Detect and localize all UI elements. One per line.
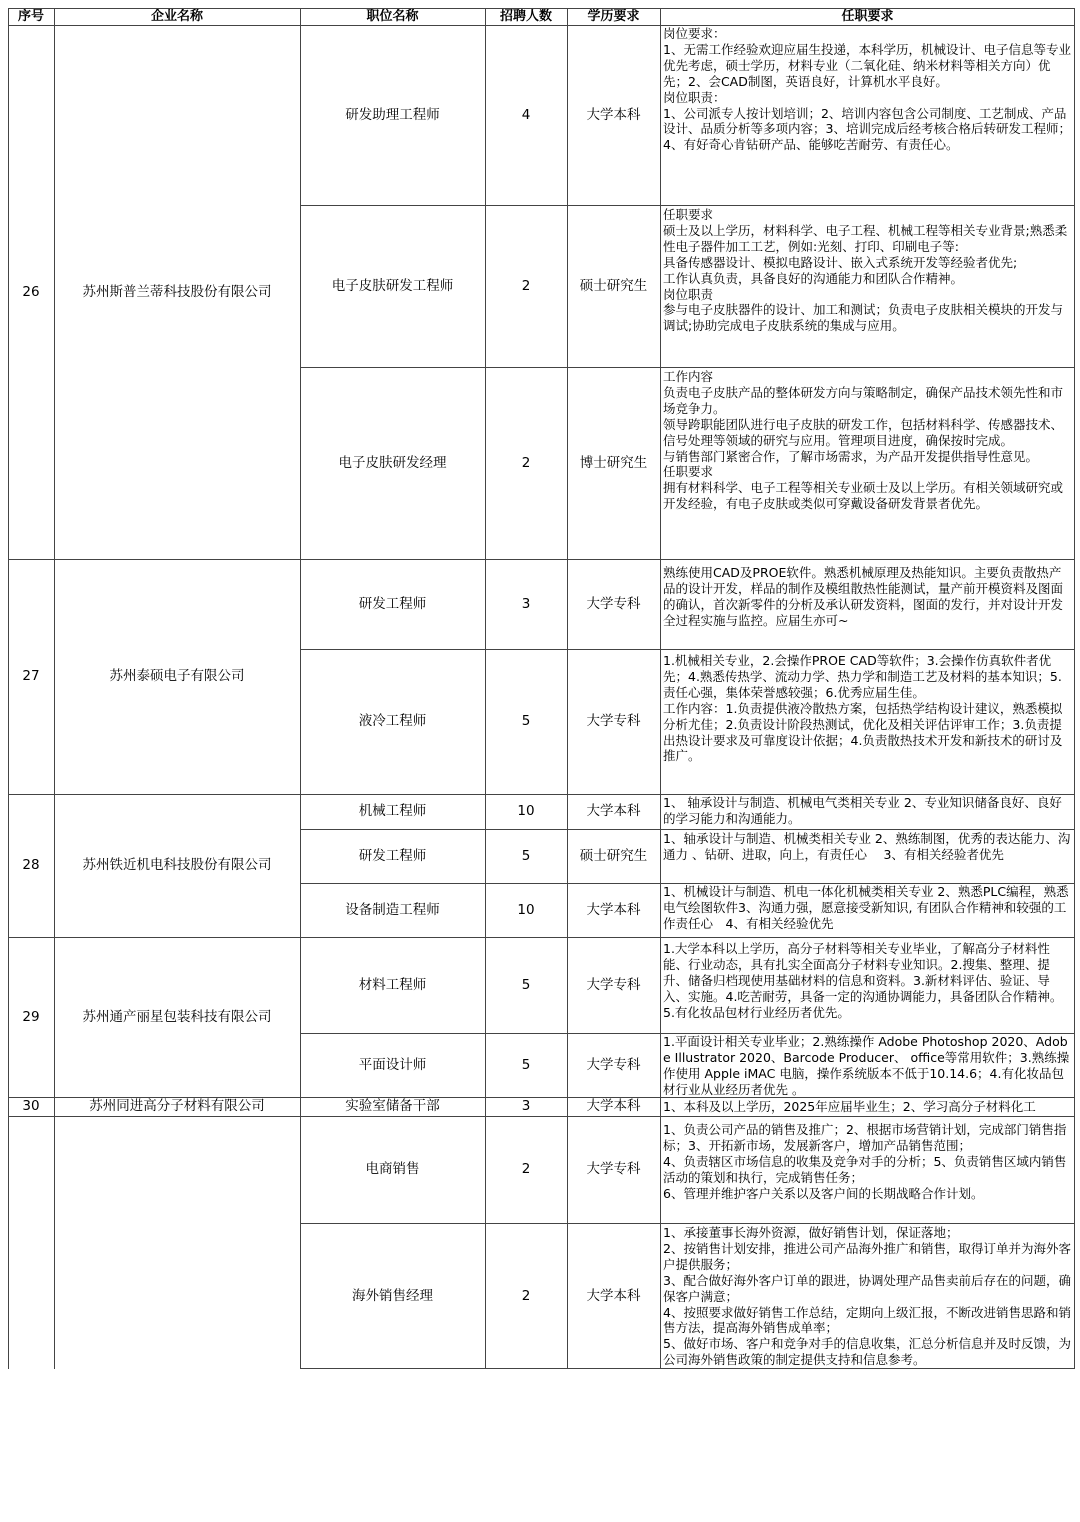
- job-education: 硕士研究生: [579, 277, 648, 294]
- grid-line: [300, 883, 1075, 884]
- job-education: 大学专科: [586, 713, 641, 729]
- requirement-line: 领导跨职能团队进行电子皮肤的研发工作，包括材料科学、传感器技术、信号处理等领域的研究与应用。管理项目进度，确保按时完成。: [663, 416, 1064, 448]
- company-seq: 29: [22, 1008, 40, 1025]
- requirement-line: 工作内容: [663, 369, 714, 384]
- company-seq: 26: [22, 283, 40, 300]
- grid-line: [8, 559, 1075, 560]
- job-education: 大学专科: [586, 976, 641, 993]
- job-title: 海外销售经理: [352, 1287, 433, 1304]
- job-count: 3: [521, 595, 531, 612]
- job-education: 大学专科: [586, 1161, 641, 1177]
- job-title: 平面设计师: [358, 1056, 427, 1073]
- requirement-line: 2、按销售计划安排，推进公司产品海外推广和销售，取得订单并为海外客户提供服务；: [663, 1240, 1071, 1272]
- grid-line: [1074, 8, 1075, 1369]
- grid-line: [8, 794, 1075, 795]
- requirement-line: 岗位职责: [663, 286, 714, 302]
- requirement-line: 1、 轴承设计与制造、机械电气类相关专业 2、专业知识储备良好、良好的学习能力和沟通能力。: [663, 795, 1062, 826]
- job-requirements: [660, 1225, 1075, 1369]
- job-education: 大学专科: [586, 595, 641, 612]
- requirement-line: 3、配合做好海外客户订单的跟进，协调处理产品售卖前后存在的问题，确保客户满意；: [663, 1272, 1071, 1304]
- company-name: [54, 1116, 300, 1369]
- grid-line: [8, 937, 1075, 938]
- grid-line: [8, 8, 1075, 9]
- job-title: 材料工程师: [358, 976, 427, 993]
- requirement-line: 4、按照要求做好销售工作总结，定期向上级汇报，不断改进销售思路和销售方法，提高海外销售成单率；: [663, 1304, 1071, 1336]
- job-title: 实验室储备干部: [345, 1098, 440, 1114]
- requirement-line: 参与电子皮肤器件的设计、加工和测试；负责电子皮肤相关模块的开发与调试;协助完成电子皮肤系统的集成与应用。: [663, 302, 1064, 334]
- job-title: 液冷工程师: [358, 713, 427, 729]
- job-title: 电子皮肤研发经理: [338, 454, 447, 471]
- grid-line: [300, 1223, 1075, 1224]
- company-seq: 30: [22, 1098, 40, 1114]
- header-count: 招聘人数: [499, 9, 552, 24]
- requirement-line: 5、做好市场、客户和竞争对手的信息收集，汇总分析信息并及时反馈，为公司海外销售政策的制定提供支持和信息参考。: [663, 1336, 1071, 1368]
- job-requirements: [660, 1034, 1075, 1097]
- requirement-line: 任职要求: [663, 207, 714, 222]
- requirement-line: 1、负责公司产品的销售及推广；2、根据市场营销计划，完成部门销售指标；3、开拓新市场，发展新客户，增加产品销售范围；: [663, 1122, 1067, 1153]
- grid-line: [300, 649, 1075, 650]
- requirement-line: 硕士及以上学历，材料科学、电子工程、机械工程等相关专业背景;熟悉柔性电子器件加工工艺，例如:光刻、打印、印刷电子等:: [663, 222, 1068, 254]
- requirement-line: 任职要求: [663, 464, 714, 480]
- job-education: 大学本科: [586, 803, 641, 819]
- grid-line: [300, 1033, 1075, 1034]
- requirement-line: 岗位职责：: [663, 89, 726, 105]
- requirement-line: 1、无需工作经验欢迎应届生投递，本科学历，机械设计、电子信息等专业优先考虑，硕士学历，材料专业（二氧化硅、纳米材料等相关方向）优先；2、会CAD制图，英语良好，计算机水平良好。: [663, 41, 1071, 89]
- job-count: 10: [517, 901, 535, 918]
- requirement-line: 1.大学本科以上学历，高分子材料等相关专业毕业，了解高分子材料性能、行业动态，具有扎实全面高分子材料专业知识。2.搜集、整理、提升、储备归档现使用基础材料的信息和资料。3.新材料评估、验证、导入、实施。4.吃苦耐劳，具备一定的沟通协调能力，具备团队合作精神。5.有化妆品包材行业经历者优先。: [663, 941, 1063, 1020]
- job-requirements: [660, 1122, 1075, 1223]
- requirement-line: 拥有材料科学、电子工程等相关专业硕士及以上学历。有相关领域研究或开发经验，有电子皮肤或类似可穿戴设备研发背景者优先。: [663, 480, 1064, 512]
- requirement-line: 1、轴承设计与制造、机械类相关专业 2、熟练制图，优秀的表达能力、沟通力 、钻研、进取，向上，有责任心 3、有相关经验者优先: [663, 831, 1071, 862]
- job-title: 研发工程师: [358, 595, 427, 612]
- job-education: 大学专科: [586, 1056, 641, 1073]
- job-count: 2: [521, 454, 531, 471]
- header-company: 企业名称: [150, 9, 203, 24]
- job-education: 硕士研究生: [579, 847, 648, 864]
- job-title: 研发工程师: [358, 847, 427, 864]
- requirement-line: 1、本科及以上学历，2025年应届毕业生；2、学习高分子材料化工: [663, 1099, 1036, 1114]
- grid-line: [300, 367, 1075, 368]
- job-count: 5: [521, 1056, 531, 1073]
- job-count: 5: [521, 976, 531, 993]
- company-name: 苏州同进高分子材料有限公司: [89, 1098, 265, 1114]
- grid-line: [8, 1097, 1075, 1098]
- requirement-line: 1、机械设计与制造、机电一体化机械类相关专业 2、熟悉PLC编程，熟悉电气绘图软件3、沟通力强，愿意接受新知识, 有团队合作精神和较强的工作责任心 4、有相关经验优先: [663, 884, 1069, 931]
- job-requirements: [660, 941, 1075, 1033]
- requirement-line: 1.平面设计相关专业毕业；2.熟练操作 Adobe Photoshop 2020、Adobe Illustrator 2020、Barcode Producer、 office等常用软件；3.熟练操作使用 Apple iMAC 电脑，操作系统版本不低于10.14.6；4.有化妆品包材行业从业经历者优先 。: [663, 1034, 1070, 1097]
- job-requirements: [660, 369, 1075, 559]
- grid-line: [54, 8, 55, 1369]
- job-title: 机械工程师: [358, 803, 427, 819]
- job-requirements: [660, 26, 1075, 205]
- grid-line: [300, 1368, 1075, 1369]
- company-name: 苏州泰硕电子有限公司: [109, 668, 245, 684]
- job-requirements: [660, 565, 1075, 649]
- company-name: 苏州通产丽星包装科技有限公司: [82, 1008, 272, 1025]
- job-education: 大学本科: [586, 901, 641, 918]
- header-seq: 序号: [17, 9, 44, 24]
- job-requirements: [660, 207, 1075, 367]
- requirement-line: 熟练使用CAD及PROE软件。熟悉机械原理及热能知识。主要负责散热产品的设计开发，样品的制作及模组散热性能测试，量产前开模资料及图面的确认，首次新零件的分析及承认研发资料，图面的发行，并对设计开发全过程实施与监控。应届生亦可~: [663, 565, 1064, 628]
- requirement-line: 4、负责辖区市场信息的收集及竞争对手的分析；5、负责销售区域内销售活动的策划和执行，完成销售任务；: [663, 1153, 1067, 1185]
- header-education: 学历要求: [587, 9, 640, 24]
- requirement-line: 具备传感器设计、模拟电路设计、嵌入式系统开发等经验者优先;: [663, 254, 1018, 270]
- job-education: 大学本科: [586, 1287, 641, 1304]
- grid-line: [300, 205, 1075, 206]
- job-title: 电商销售: [365, 1161, 420, 1177]
- header-position: 职位名称: [366, 9, 419, 24]
- job-education: 博士研究生: [579, 454, 648, 471]
- grid-line: [567, 8, 568, 1369]
- job-title: 设备制造工程师: [345, 901, 440, 918]
- job-requirements: [660, 1099, 1075, 1116]
- job-requirements: [660, 795, 1075, 829]
- job-count: 5: [521, 713, 531, 729]
- company-seq: 28: [22, 857, 40, 873]
- job-requirements: [660, 653, 1075, 794]
- grid-line: [8, 1116, 1075, 1117]
- job-requirements: [660, 831, 1075, 883]
- job-education: 大学本科: [586, 1098, 641, 1114]
- job-education: 大学本科: [586, 106, 641, 123]
- requirement-line: 工作认真负责，具备良好的沟通能力和团队合作精神。: [663, 270, 964, 286]
- grid-line: [485, 8, 486, 1369]
- grid-line: [8, 25, 1075, 26]
- job-count: 10: [517, 803, 535, 819]
- company-seq: 27: [22, 668, 40, 684]
- company-seq: [8, 1116, 54, 1369]
- company-name: 苏州斯普兰蒂科技股份有限公司: [82, 283, 272, 300]
- job-count: 2: [521, 277, 531, 294]
- job-count: 2: [521, 1161, 531, 1177]
- job-title: 电子皮肤研发工程师: [331, 277, 454, 294]
- requirement-line: 1.机械相关专业，2.会操作PROE CAD等软件；3.会操作仿真软件者优先；4.熟悉传热学、流动力学、热力学和制造工艺及材料的基本知识；5.责任心强，集体荣誉感较强；6.优秀应届生佳。: [663, 653, 1062, 700]
- grid-line: [300, 8, 301, 1369]
- grid-line: [300, 829, 1075, 830]
- company-name: 苏州铁近机电科技股份有限公司: [82, 857, 272, 873]
- job-title: 研发助理工程师: [345, 106, 440, 123]
- header-requirements: 任职要求: [841, 9, 894, 24]
- job-count: 5: [521, 847, 531, 864]
- requirement-line: 1、承接董事长海外资源，做好销售计划，保证落地；: [663, 1225, 959, 1240]
- job-count: 2: [521, 1287, 531, 1304]
- requirement-line: 6、管理并维护客户关系以及客户间的长期战略合作计划。: [663, 1185, 984, 1201]
- job-requirements: [660, 884, 1075, 937]
- grid-line: [8, 8, 9, 1369]
- requirement-line: 负责电子皮肤产品的整体研发方向与策略制定，确保产品技术领先性和市场竞争力。: [663, 384, 1064, 416]
- requirement-line: 1、公司派专人按计划培训；2、培训内容包含公司制度、工艺制成、产品设计、品质分析等多项内容；3、培训完成后经考核合格后转研发工程师；4、有好奇心肯钻研产品、能够吃苦耐劳、有责任心。: [663, 105, 1071, 153]
- grid-line: [660, 8, 661, 1369]
- requirement-line: 工作内容：1.负责提供液冷散热方案，包括热学结构设计建议，熟悉模拟分析尤佳；2.负责设计阶段热测试，优化及相关评估评审工作；3.负责提出热设计要求及可靠度设计依据；4.负责散热技术开发和新技术的研讨及推广。: [663, 700, 1063, 764]
- requirement-line: 与销售部门紧密合作，了解市场需求，为产品开发提供指导性意见。: [663, 448, 1039, 464]
- job-count: 4: [521, 106, 531, 123]
- requirement-line: 岗位要求：: [663, 26, 726, 41]
- job-count: 3: [521, 1098, 531, 1114]
